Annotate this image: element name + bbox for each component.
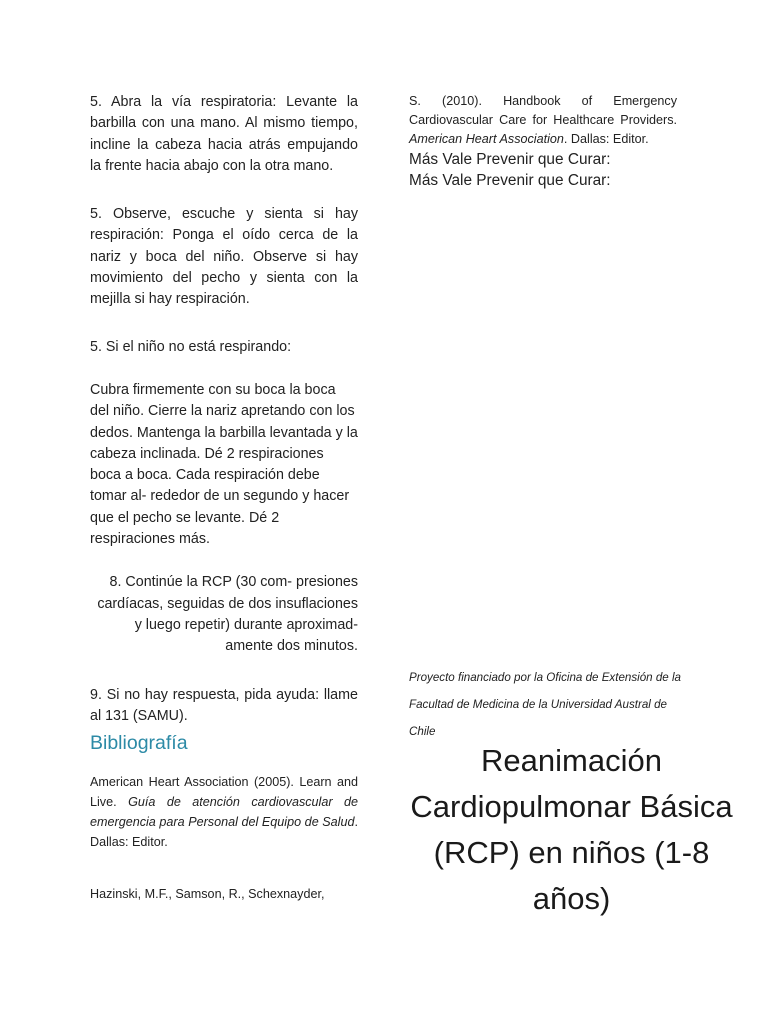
step-observe-breathing: 5. Observe, escuche y sienta si hay respiración: Ponga el oído cerca de la nariz y boca del niño. Observe si hay movimiento del pecho y sienta con la mejilla si hay respiración.	[90, 206, 358, 308]
step-open-airway: 5. Abra la vía respiratoria: Levante la barbilla con una mano. Al mismo tiempo, incline la cabeza hacia atrás empujando la frente hacia abajo con la otra mano.	[90, 94, 358, 174]
right-column	[409, 92, 677, 191]
reference-hazinski-start: Hazinski, M.F., Samson, R., Schexnayder,	[90, 887, 325, 902]
reference-aha-text: American Heart Association (2005). Learn and Live.	[90, 775, 358, 810]
bibliography-heading: Bibliografía	[90, 732, 188, 755]
step-rescue-breaths: Cubra firmemente con su boca la boca del niño. Cierre la nariz apretando con los dedos. Mantenga la barbilla levantada y la cabeza inclinada. Dé 2 respiraciones boca a boca. Cada respiración debe tomar al- rededor de un segundo y hacer que el pecho se levante. Dé 2 respiraciones más.	[90, 381, 358, 548]
reference-hazinski-publisher: . Dallas: Editor.	[563, 132, 649, 146]
reference-aha-publisher: . Dallas: Editor.	[90, 815, 358, 850]
step-call-help: 9. Si no hay respuesta, pida ayuda: llame al 131 (SAMU).	[90, 686, 358, 724]
reference-aha-title: Guía de atención cardiovascular de emergencia para Personal del Equipo de Salud	[90, 795, 358, 830]
left-column	[90, 92, 358, 904]
slogan-line-2: Más Vale Prevenir que Curar:	[409, 172, 611, 189]
reference-aha	[90, 772, 358, 852]
reference-hazinski-cont	[409, 92, 677, 149]
reference-hazinski-org: American Heart Association	[409, 132, 564, 146]
slogan-line-1: Más Vale Prevenir que Curar:	[409, 151, 611, 168]
step-not-breathing: 5. Si el niño no está respirando:	[90, 338, 292, 355]
step-continue-cpr: 8. Continúe la RCP (30 com- presiones cardíacas, seguidas de dos insuflaciones y luego repetir) durante aproximad- amente dos minutos.	[97, 574, 358, 655]
reference-hazinski-text: S. (2010). Handbook of Emergency Cardiovascular Care for Healthcare Providers.	[409, 94, 677, 127]
funding-note: Proyecto financiado por la Oficina de Extensión de la Facultad de Medicina de la Universidad Austral de Chile	[409, 671, 681, 738]
brochure-title: Reanimación Cardiopulmonar Básica (RCP) en niños (1-8 años)	[410, 743, 733, 916]
